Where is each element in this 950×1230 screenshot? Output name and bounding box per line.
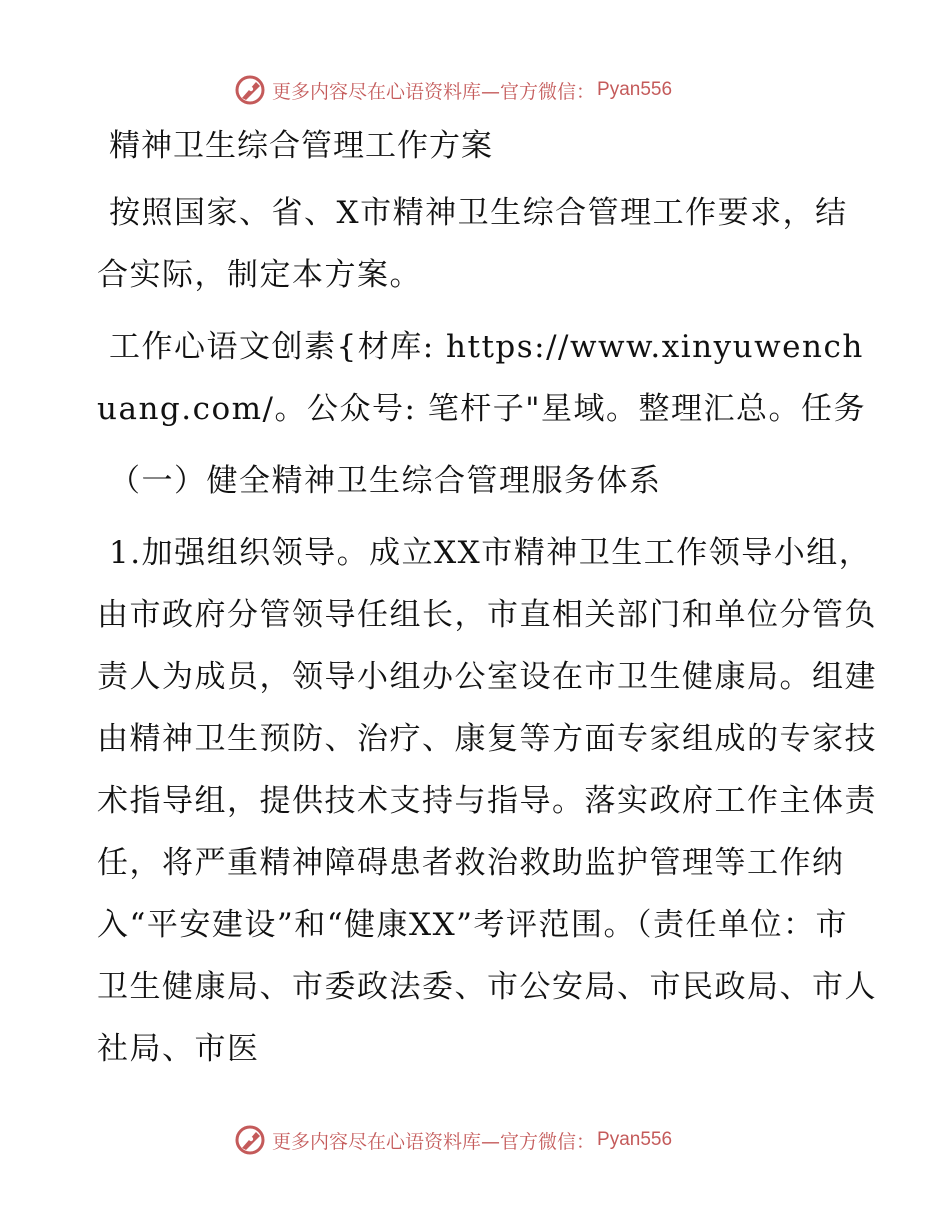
footer-banner [234,1122,714,1158]
banner-wechat-id: Pyan556 [597,1129,673,1150]
document-title: 精神卫生综合管理工作方案 [109,128,493,164]
section-heading: （一）健全精神卫生综合管理服务体系 [109,463,662,499]
document-body [97,122,877,1090]
banner-text: 更多内容尽在心语资料库—官方微信： [272,80,596,103]
paragraph-intro: 按照国家、省、X市精神卫生综合管理工作要求，结合实际，制定本方案。 [97,195,848,293]
paragraph-source: 工作心语文创素{材库: https://www.xinyuwenchuang.com/。公众号: 笔杆子"星域。整理汇总。任务 [97,329,867,427]
banner-text: 更多内容尽在心语资料库—官方微信： [272,1130,596,1153]
paragraph-organization: 1.加强组织领导。成立XX市精神卫生工作领导小组，由市政府分管领导任组长，市直相关部门和单位分管负责人为成员，领导小组办公室设在市卫生健康局。组建由精神卫生预防、治疗、康复等方面专家组成的专家技术指导组，提供技术支持与指导。落实政府工作主体责任，将严重精神障碍患者救治救助监护管理等工作纳入“平安建设”和“健康XX”考评范围。（责任单位：市卫生健康局、市委政法委、市公安局、市民政局、市人社局、市医 [97,535,877,1067]
banner-wechat-id: Pyan556 [597,79,673,100]
header-banner [234,72,714,108]
pen-logo-icon [234,1124,266,1156]
pen-logo-icon [234,74,266,106]
